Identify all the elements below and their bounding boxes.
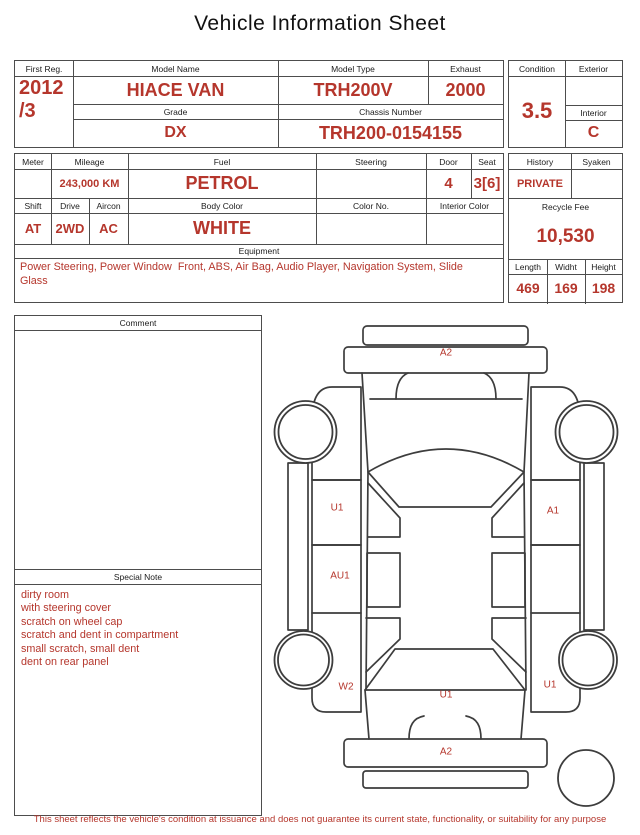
exterior-label: Exterior bbox=[578, 63, 609, 74]
front-top-bar bbox=[363, 326, 528, 345]
body-color-value: WHITE bbox=[193, 218, 251, 238]
damage-code: A2 bbox=[439, 347, 453, 359]
width-value: 169 bbox=[554, 280, 578, 296]
damage-code: U1 bbox=[330, 502, 344, 514]
first-reg-year: 2012 bbox=[19, 77, 64, 99]
disclaimer-text: This sheet reflects the vehicle's condition at issuance and does not guarantee its current state, functionality, or suitability for any purpose bbox=[33, 814, 607, 825]
comment-label: Comment bbox=[119, 318, 157, 328]
syaken-value bbox=[571, 169, 622, 198]
chassis-number-label: Chassis Number bbox=[359, 106, 422, 117]
special-note-line: with steering cover bbox=[21, 602, 112, 615]
shift-value: AT bbox=[24, 221, 42, 236]
damage-code: AU1 bbox=[330, 570, 350, 582]
aircon-label: Aircon bbox=[96, 200, 121, 211]
comment-value bbox=[19, 336, 257, 356]
sliding-door-window-right bbox=[492, 553, 525, 607]
front-wheel-right bbox=[556, 401, 618, 463]
rear-wheel-left bbox=[275, 631, 333, 689]
model-type-label: Model Type bbox=[331, 63, 375, 74]
windshield-pillar-left bbox=[396, 373, 408, 399]
special-note-line: dent on rear panel bbox=[21, 656, 109, 669]
first-reg-value bbox=[19, 77, 73, 123]
shift-label: Shift bbox=[24, 200, 42, 211]
table-specs bbox=[14, 153, 504, 303]
front-door-window-right bbox=[492, 483, 524, 537]
interior-color-label: Interior Color bbox=[439, 200, 490, 211]
body-left-edge bbox=[362, 373, 368, 690]
body-right-edge bbox=[524, 373, 529, 690]
divider bbox=[15, 258, 503, 259]
width-label: Widht bbox=[555, 261, 577, 272]
condition-value: 3.5 bbox=[521, 98, 553, 123]
color-no-label: Color No. bbox=[353, 200, 389, 211]
exhaust-value: 2000 bbox=[445, 79, 486, 100]
condition-label: Condition bbox=[519, 63, 555, 74]
model-name-label: Model Name bbox=[151, 63, 200, 74]
equipment-label: Equipment bbox=[238, 246, 280, 256]
interior-value: C bbox=[587, 124, 600, 141]
windshield bbox=[368, 449, 524, 507]
windshield-pillar-right bbox=[484, 373, 496, 399]
quarter-window-right bbox=[492, 618, 526, 672]
seat-value: 3[6] bbox=[473, 175, 501, 192]
comment-box bbox=[14, 315, 262, 816]
equipment-value: Power Steering, Power Window Front, ABS, Air Bag, Audio Player, Navigation System, Slide Glass bbox=[20, 261, 466, 287]
fuel-label: Fuel bbox=[213, 156, 231, 167]
length-value: 469 bbox=[516, 280, 540, 296]
steering-value bbox=[316, 169, 426, 198]
divider bbox=[15, 330, 261, 331]
car-damage-diagram bbox=[262, 310, 640, 820]
rocker-panel-right bbox=[584, 463, 604, 630]
tail-lamp-left bbox=[409, 716, 424, 739]
front-wheel-left bbox=[275, 401, 337, 463]
exhaust-label: Exhaust bbox=[450, 63, 481, 74]
syaken-label: Syaken bbox=[582, 156, 611, 167]
damage-code: W2 bbox=[338, 681, 354, 693]
special-note-line: scratch and dent in compartment bbox=[21, 629, 179, 642]
quarter-window-left bbox=[366, 618, 400, 672]
door-label: Door bbox=[439, 156, 458, 167]
slide-door-panel-right bbox=[531, 545, 580, 613]
tail-lamp-right bbox=[466, 716, 481, 739]
aircon-value: AC bbox=[99, 221, 118, 236]
sliding-door-window-left bbox=[367, 553, 400, 607]
rear-wheel-right bbox=[559, 631, 617, 689]
special-note-label: Special Note bbox=[113, 571, 163, 582]
color-no-value bbox=[316, 213, 426, 244]
door-value: 4 bbox=[444, 175, 453, 192]
chassis-number-value: TRH200-0154155 bbox=[318, 122, 463, 143]
interior-label: Interior bbox=[580, 107, 607, 118]
exterior-value bbox=[565, 76, 622, 105]
meter-value bbox=[15, 169, 51, 198]
table-registration bbox=[14, 60, 504, 148]
length-label: Length bbox=[515, 261, 541, 272]
interior-color-value bbox=[426, 213, 503, 244]
special-note-line: scratch on wheel cap bbox=[21, 615, 123, 628]
grade-value: DX bbox=[164, 124, 187, 141]
mileage-label: Mileage bbox=[74, 156, 105, 167]
model-type-value: TRH200V bbox=[313, 79, 393, 100]
body-color-label: Body Color bbox=[200, 200, 244, 211]
steering-label: Steering bbox=[355, 156, 387, 167]
model-name-value: HIACE VAN bbox=[126, 79, 225, 100]
special-note-text bbox=[21, 589, 257, 669]
rocker-panel-left bbox=[288, 463, 308, 630]
rear-window bbox=[365, 649, 525, 690]
spare-tire bbox=[558, 750, 614, 806]
recycle-fee-value: 10,530 bbox=[536, 225, 595, 247]
special-note-line: small scratch, small dent bbox=[21, 642, 140, 655]
mileage-value: 243,000 KM bbox=[59, 177, 120, 190]
height-label: Height bbox=[591, 261, 616, 272]
drive-value: 2WD bbox=[55, 221, 85, 236]
special-note-line: dirty room bbox=[21, 589, 69, 601]
divider bbox=[15, 584, 261, 585]
damage-code: U1 bbox=[439, 689, 453, 701]
grade-label: Grade bbox=[163, 106, 188, 117]
damage-code: A2 bbox=[439, 746, 453, 758]
side-panel bbox=[508, 153, 623, 303]
meter-label: Meter bbox=[22, 156, 44, 167]
height-value: 198 bbox=[591, 280, 616, 296]
rear-panel-left-edge bbox=[365, 690, 369, 739]
damage-code: U1 bbox=[543, 679, 557, 691]
recycle-fee-label: Recycle Fee bbox=[541, 201, 590, 212]
damage-code: A1 bbox=[546, 505, 560, 517]
seat-label: Seat bbox=[478, 156, 496, 167]
rear-bottom-bar bbox=[363, 771, 528, 788]
history-value: PRIVATE bbox=[516, 177, 564, 190]
rear-panel-right-edge bbox=[521, 690, 525, 739]
fuel-value: PETROL bbox=[185, 173, 259, 193]
history-label: History bbox=[526, 156, 554, 167]
first-reg-month: /3 bbox=[19, 100, 36, 122]
page-title: Vehicle Information Sheet bbox=[194, 12, 446, 35]
condition-box bbox=[508, 60, 623, 148]
first-reg-label: First Reg. bbox=[25, 63, 63, 74]
drive-label: Drive bbox=[60, 200, 80, 211]
